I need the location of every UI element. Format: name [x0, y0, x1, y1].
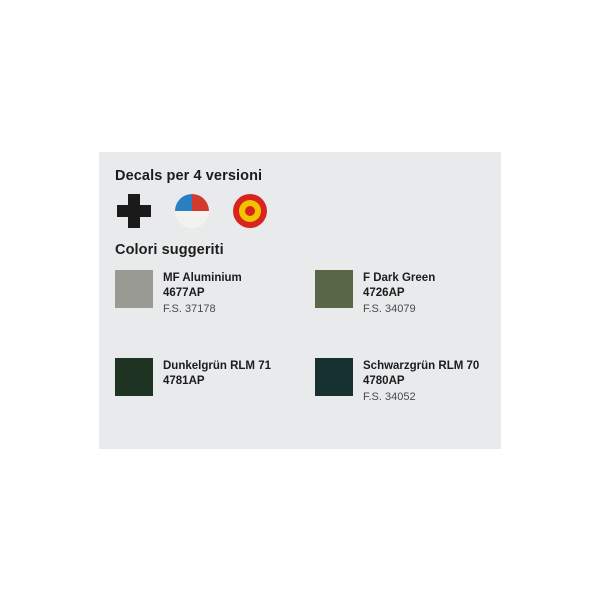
- colors-heading: Colori suggeriti: [115, 242, 224, 258]
- target-roundel-icon: [233, 194, 267, 228]
- color-swatch: [115, 270, 153, 308]
- cross-notch: [140, 217, 150, 227]
- color-name: Dunkelgrün RLM 71: [163, 360, 271, 372]
- color-text: [363, 358, 479, 405]
- cross-notch: [118, 217, 128, 227]
- color-code: 4726AP: [363, 287, 405, 299]
- color-text: [163, 358, 271, 390]
- decals-colors-panel: [99, 152, 501, 449]
- cross-notch: [140, 195, 150, 205]
- target-roundel-marking: [233, 194, 269, 230]
- color-code: 4781AP: [163, 375, 205, 387]
- color-name: MF Aluminium: [163, 272, 242, 284]
- color-fs: F.S. 34079: [363, 303, 416, 315]
- color-code: 4677AP: [163, 287, 205, 299]
- panel-content: [115, 168, 485, 439]
- color-text: [363, 270, 435, 317]
- color-swatch: [315, 358, 353, 396]
- roundel-half-white: [175, 211, 209, 228]
- color-swatch: [115, 358, 153, 396]
- color-fs: F.S. 37178: [163, 303, 216, 315]
- roundel-icon: [175, 194, 209, 228]
- cross-bar-vertical: [128, 194, 140, 228]
- roundel-quarter-red: [192, 194, 209, 211]
- color-code: 4780AP: [363, 375, 405, 387]
- decals-heading: Decals per 4 versioni: [115, 168, 263, 184]
- balkenkreuz-marking: [117, 194, 153, 230]
- color-name: Schwarzgrün RLM 70: [363, 360, 480, 372]
- color-item: [115, 270, 315, 358]
- cross-notch: [118, 195, 128, 205]
- color-item: [315, 270, 515, 358]
- cross-icon: [117, 194, 151, 228]
- romanian-roundel-marking: [175, 194, 211, 230]
- color-name: F Dark Green: [363, 272, 436, 284]
- roundel-core-red: [245, 206, 255, 216]
- color-item: [115, 358, 315, 446]
- color-text: [163, 270, 242, 317]
- color-fs: F.S. 34052: [363, 391, 416, 403]
- color-swatch: [315, 270, 353, 308]
- markings-row: [115, 192, 485, 232]
- color-grid: [115, 270, 485, 446]
- color-item: [315, 358, 515, 446]
- roundel-quarter-blue: [175, 194, 192, 211]
